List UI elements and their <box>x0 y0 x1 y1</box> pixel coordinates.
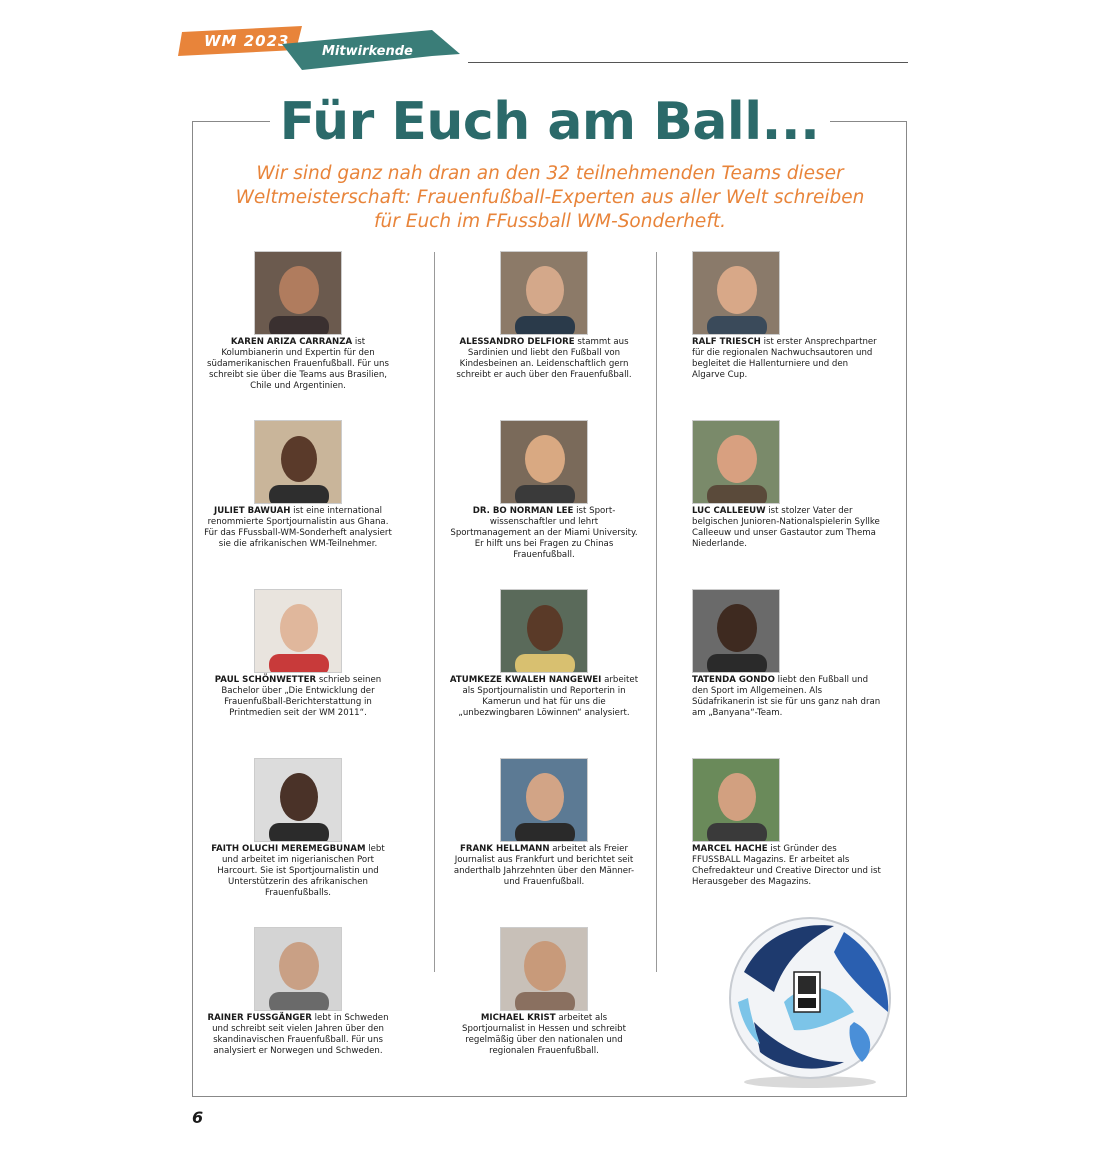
contributor-card <box>692 589 882 719</box>
contributor-bio <box>692 506 882 550</box>
contributor-description: arbeitet als Sportjournalist in Hessen und schreibt regelmäßig über den nationalen und regionalen Frauenfußball. <box>462 1013 626 1056</box>
contributor-bio <box>449 506 639 561</box>
contributor-description: arbeitet als Freier Journalist aus Frankfurt und berichtet seit anderthalb Jahrzehnten über den Männer- und Frauenfußball. <box>453 844 635 887</box>
portrait-placeholder <box>255 759 342 842</box>
contributor-photo <box>254 420 342 504</box>
portrait-placeholder <box>255 421 342 504</box>
contributor-photo <box>500 251 588 335</box>
portrait-placeholder <box>501 421 588 504</box>
event-tag-label: WM 2023 <box>204 32 290 50</box>
contributor-card <box>449 420 639 561</box>
column-divider <box>434 252 435 972</box>
contributor-bio <box>449 337 639 381</box>
portrait-placeholder <box>255 928 342 1011</box>
contributor-description: ist eine international renommierte Sportjournalistin aus Ghana. Für das FFussball-WM-Sonderheft analysiert sie die afrikanischen WM-Teilnehmer. <box>204 506 392 549</box>
contributor-description: liebt den Fußball und den Sport im Allgemeinen. Als Südafrikanerin ist sie für uns ganz nah dran am „Banyana“-Team. <box>692 675 881 718</box>
contributor-card <box>449 251 639 381</box>
contributor-bio <box>692 337 882 381</box>
contributor-name: ATUMKEZE KWALEH NANGEWEI <box>449 675 602 685</box>
contributor-photo <box>500 420 588 504</box>
contributor-name: MARCEL HACHE <box>692 844 768 854</box>
contributor-description: ist Sport-wissenschaftler und lehrt Sportmanagement an der Miami University. Er hilft uns bei Fragen zu Chinas Frauenfußball. <box>450 506 638 560</box>
contributor-name: FRANK HELLMANN <box>459 844 550 854</box>
contributor-description: ist erster Ansprechpartner für die regionalen Nachwuchsautoren und begleitet die Hallenturniere und den Algarve Cup. <box>692 337 877 380</box>
contributor-bio <box>449 675 639 719</box>
contributor-description: ist stolzer Vater der belgischen Junioren-Nationalspielerin Syllke Calleeuw und unser Gastautor zum Thema Niederlande. <box>692 506 880 549</box>
contributor-bio <box>692 675 882 719</box>
contributor-description: arbeitet als Sportjournalistin und Reporterin in Kamerun und hat für uns die „unbezwingbaren Löwinnen“ analysiert. <box>458 675 639 718</box>
football-icon <box>724 912 896 1088</box>
contributor-photo <box>254 251 342 335</box>
contributor-bio <box>203 844 393 899</box>
intro-text: Wir sind ganz nah dran an den 32 teilnehmenden Teams dieser Weltmeisterschaft: Frauenfußball-Experten aus aller Welt schreiben für Euch im FFussball WM-Sonderheft. <box>235 163 865 232</box>
contributor-card <box>203 758 393 899</box>
contributor-card <box>203 927 393 1057</box>
contributor-photo <box>254 758 342 842</box>
page-title: Für Euch am Ball... <box>279 92 820 152</box>
contributor-name: DR. BO NORMAN LEE <box>472 506 574 516</box>
section-tag-label: Mitwirkende <box>322 44 413 59</box>
portrait-placeholder <box>693 759 780 842</box>
contributor-card <box>203 251 393 392</box>
contributor-name: PAUL SCHÖNWETTER <box>214 675 317 685</box>
section-tag <box>282 30 462 70</box>
contributor-description: lebt und arbeitet im nigerianischen Port Harcourt. Sie ist Sportjournalistin und Unterstützerin des afrikanischen Frauenfußballs. <box>217 844 385 898</box>
contributor-name: LUC CALLEEUW <box>692 506 766 516</box>
contributor-card <box>692 251 882 381</box>
portrait-placeholder <box>501 759 588 842</box>
contributor-bio <box>449 1013 639 1057</box>
contributor-name: MICHAEL KRIST <box>480 1013 556 1023</box>
contributor-description: ist Kolumbianerin und Expertin für den südamerikanischen Frauenfußball. Für uns schreibt sie über die Teams aus Brasilien, Chile und Argentinien. <box>207 337 389 391</box>
contributor-name: JULIET BAWUAH <box>214 506 291 516</box>
contributor-name: KAREN ARIZA CARRANZA <box>230 337 353 347</box>
portrait-placeholder <box>255 252 342 335</box>
page-number: 6 <box>192 1108 204 1127</box>
contributor-card <box>203 589 393 719</box>
contributor-name: FAITH OLUCHI MEREMEGBUNAM <box>211 844 366 854</box>
contributor-name: RAINER FUSSGÄNGER <box>207 1013 312 1023</box>
contributor-photo <box>500 927 588 1011</box>
portrait-placeholder <box>693 421 780 504</box>
contributor-card <box>449 589 639 719</box>
contributor-bio <box>692 844 882 888</box>
portrait-placeholder <box>501 590 588 673</box>
contributor-photo <box>254 589 342 673</box>
header-rule <box>468 62 908 63</box>
contributor-photo <box>500 758 588 842</box>
contributor-description: stammt aus Sardinien und liebt den Fußball von Kindesbeinen an. Leidenschaftlich gern schreibt er auch über den Frauenfußball. <box>456 337 632 380</box>
contributor-name: RALF TRIESCH <box>692 337 761 347</box>
contributor-bio <box>203 675 393 719</box>
contributor-bio <box>203 337 393 392</box>
football-image <box>724 912 896 1088</box>
contributor-bio <box>203 1013 393 1057</box>
column-divider <box>656 252 657 972</box>
contributor-card <box>692 420 882 550</box>
contributor-photo <box>500 589 588 673</box>
portrait-placeholder <box>501 252 588 335</box>
contributor-bio <box>449 844 639 888</box>
contributor-photo <box>692 589 780 673</box>
portrait-placeholder <box>693 590 780 673</box>
contributor-card <box>449 758 639 888</box>
contributor-card <box>203 420 393 550</box>
contributor-photo <box>692 251 780 335</box>
contributor-name: ALESSANDRO DELFIORE <box>459 337 575 347</box>
contributor-description: lebt in Schweden und schreibt seit vielen Jahren über den skandinavischen Frauenfußball. Für uns analysiert er Norwegen und Schweden. <box>212 1013 389 1056</box>
contributor-card <box>449 927 639 1057</box>
portrait-placeholder <box>693 252 780 335</box>
contributor-description: ist Gründer des FFUSSBALL Magazins. Er arbeitet als Chefredakteur und Creative Director und ist Herausgeber des Magazins. <box>692 844 881 887</box>
contributor-card <box>692 758 882 888</box>
contributor-photo <box>692 420 780 504</box>
portrait-placeholder <box>255 590 342 673</box>
contributor-description: schrieb seinen Bachelor über „Die Entwicklung der Frauenfußball-Berichterstattung in Printmedien seit der WM 2011“. <box>221 675 382 718</box>
contributor-photo <box>692 758 780 842</box>
contributor-photo <box>254 927 342 1011</box>
contributor-bio <box>203 506 393 550</box>
portrait-placeholder <box>501 928 588 1011</box>
contributor-name: TATENDA GONDO <box>692 675 775 685</box>
